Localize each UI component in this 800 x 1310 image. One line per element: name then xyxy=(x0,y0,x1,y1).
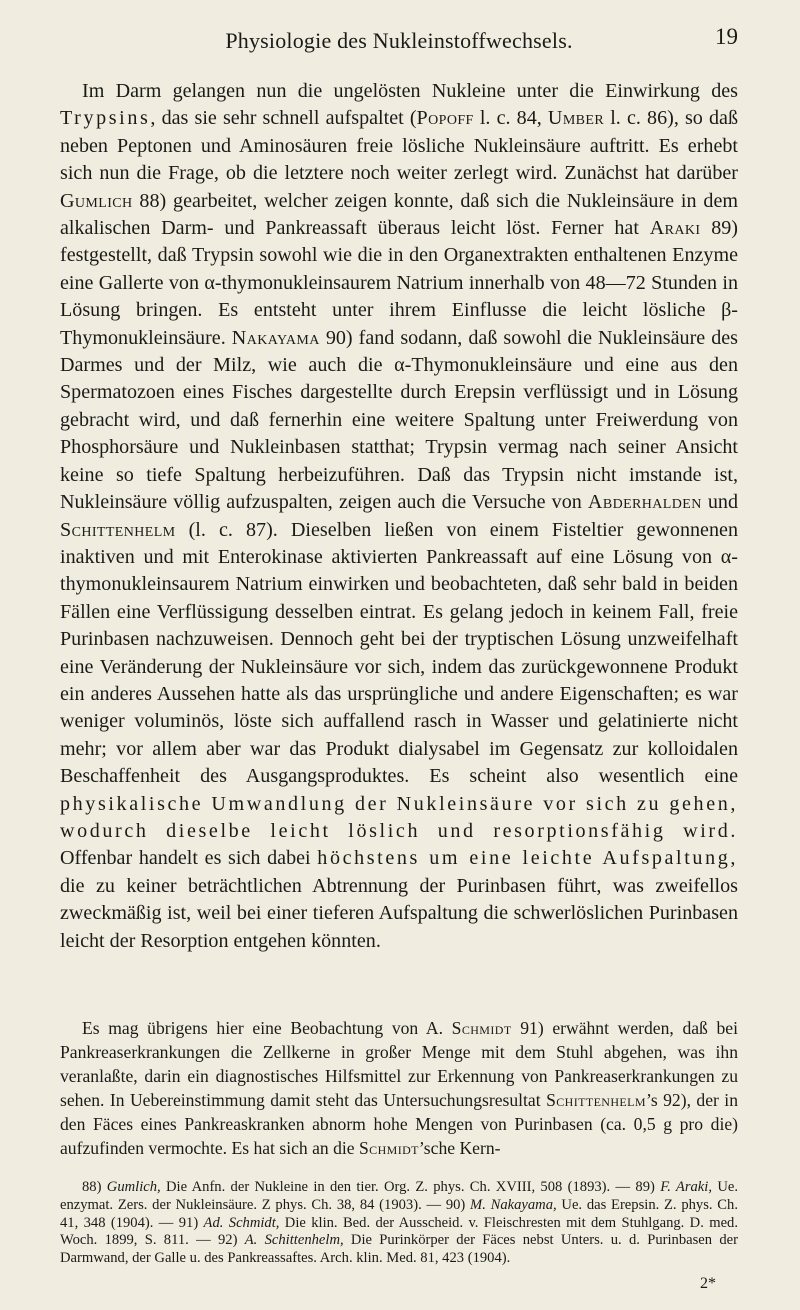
small-text xyxy=(60,1017,738,1160)
author-name: Araki xyxy=(649,217,701,240)
author-name: Schmidt xyxy=(358,1137,419,1158)
running-title: Physiologie des Nukleinstoffwechsels. xyxy=(225,28,573,53)
author-name: Schittenhelm xyxy=(60,518,176,541)
running-header xyxy=(60,18,738,58)
author-name: Gumlich xyxy=(60,189,133,212)
author-name: Umber xyxy=(547,107,605,130)
signature-mark: 2* xyxy=(700,1275,716,1292)
author-name: Nakayama xyxy=(231,326,320,349)
footnotes xyxy=(60,1179,738,1268)
page-number: 19 xyxy=(715,24,738,49)
footnote-block: 88) Gumlich, Die Anfn. der Nukleine in den tier. Org. Z. phys. Ch. XVIII, 508 (1893). — 89) F. Araki, Ue. enzymat. Zers. der Nukleinsäure. Z phys. Ch. 38, 84 (1903). — 90) M. Nakayama, Ue. das Erepsin. Z. phys. Ch. 41, 348 (1904). — 91) Ad. Schmidt, Die klin. Bed. der Ausscheid. v. Fleischresten mit dem Stuhlgang. D. med. Woch. 1899, S. 811. — 92) A. Schittenhelm, Die Purinkörper der Fäces nebst Unters. u. d. Purinbasen der Darmwand, der Galle u. des Pankreassaftes. Arch. klin. Med. 81, 423 (1904). xyxy=(60,1179,738,1267)
author-name: Abderhalden xyxy=(587,491,702,514)
main-text xyxy=(60,78,738,955)
paragraph: Im Darm gelangen nun die ungelösten Nukleine unter die Einwirkung des Trypsins, das sie sehr schnell aufspaltet (Popoff l. c. 84, Umber l. c. 86), so daß neben Peptonen und Aminosäuren freie lösliche Nukleinsäure auftritt. Es erhebt sich nun die Frage, ob die letztere noch weiter zerlegt wird. Zunächst hat darüber Gumlich 88) gearbeitet, welcher zeigen konnte, daß sich die Nukleinsäure in dem alkalischen Darm- und Pankreassaft überaus leicht löst. Ferner hat Araki 89) festgestellt, daß Trypsin sowohl wie die in den Organextrakten enthaltenen Enzyme eine Gallerte von α-thymonukleinsaurem Natrium innerhalb von 48—72 Stunden in Lösung bringen. Es entsteht unter ihrem Einflusse die leicht lösliche β-Thymonukleinsäure. Nakayama 90) fand sodann, daß sowohl die Nukleinsäure des Darmes und der Milz, wie auch die α-Thymonukleinsäure und eine aus den Spermatozoen eines Fisches dargestellte durch Erepsin verflüssigt und in Lösung gebracht wird, und daß fernerhin eine weitere Spaltung unter Freiwerdung von Phosphorsäure und Nukleinbasen statthat; Trypsin vermag nach seiner Ansicht keine so tiefe Spaltung herbeizuführen. Daß das Trypsin nicht imstande ist, Nukleinsäure völlig aufzuspalten, zeigen auch die Versuche von Abderhalden und Schittenhelm (l. c. 87). Dieselben ließen von einem Fisteltier gewonnenen inaktiven und mit Enterokinase aktivierten Pankreassaft auf eine Lösung von α-thymonukleinsaurem Natrium einwirken und beobachteten, daß sehr bald in beiden Fällen eine Verflüssigung desselben eintrat. Es gelang jedoch in keinem Fall, freie Purinbasen nachzuweisen. Dennoch geht bei der tryptischen Lösung unzweifelhaft eine Veränderung der Nukleinsäure vor sich, indem das zurückgewonnene Produkt ein anderes Aussehen hatte als das ursprüngliche und andere Eigenschaften; es war weniger voluminös, löste sich auffallend rasch in Wasser und gelatinierte nicht mehr; vor allem aber war das Produkt dialysabel im Gegensatz zur kolloidalen Beschaffenheit des Ausgangsproduktes. Es scheint also wesentlich eine physikalische Umwandlung der Nukleinsäure vor sich zu gehen, wodurch dieselbe leicht löslich und resorptionsfähig wird. Offenbar handelt es sich dabei höchstens um eine leichte Aufspaltung, die zu keiner beträchtlichen Abtrennung der Purinbasen führt, was zweifellos zweckmäßig ist, weil bei einer tieferen Aufspaltung die schwerlöslichen Purinbasen leicht der Resorption entgehen könnten. xyxy=(60,80,739,952)
spaced-emphasis: physikalische Umwandlung der Nukleinsäure vor sich zu gehen, wodurch dieselbe leicht löslich und resorptionsfähig wird. xyxy=(60,792,738,842)
author-name: Popoff xyxy=(416,107,474,130)
spaced-term: Trypsins xyxy=(60,107,151,130)
spaced-emphasis: höchstens um eine leichte Aufspaltung, xyxy=(317,847,738,870)
paragraph: Es mag übrigens hier eine Beobachtung von A. Schmidt 91) erwähnt werden, daß bei Pankreaserkrankungen die Zellkerne in großer Menge mit dem Stuhl abgehen, was ihn veranlaßte, darin ein diagnostisches Hilfsmittel zur Erkennung von Pankreaserkrankungen zu sehen. In Uebereinstimmung damit steht das Untersuchungsresultat Schittenhelm’s 92), der in den Fäces eines Pankreaskranken abnorm hohe Mengen von Purinbasen (ca. 0,5 g pro die) aufzufinden vermochte. Es hat sich an die Schmidt’sche Kern- xyxy=(60,1018,738,1158)
author-name: Schmidt xyxy=(451,1018,512,1038)
author-name: Schittenhelm xyxy=(546,1089,646,1110)
